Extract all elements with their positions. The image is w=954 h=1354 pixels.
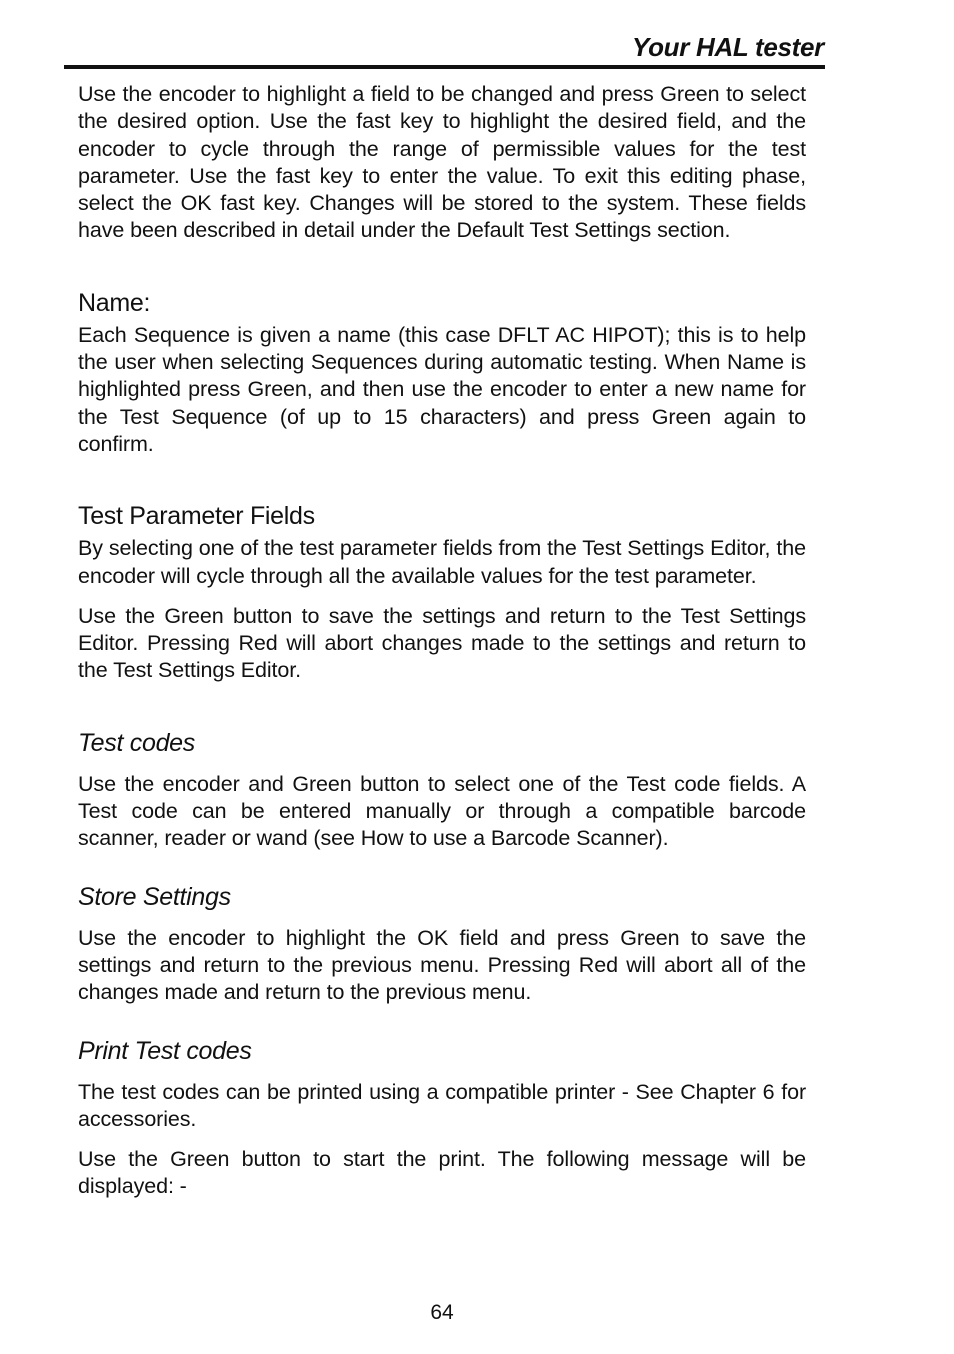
test-parameter-fields-paragraph-2: Use the Green button to save the settings and return to the Test Settings Editor. Pressing Red will abort changes made to the settings and return to the Test Settings Editor.: [78, 603, 806, 683]
print-test-codes-paragraph-2: Use the Green button to start the print. The following message will be displayed: -: [78, 1147, 806, 1199]
name-heading: Name:: [78, 288, 151, 317]
name-paragraph: Each Sequence is given a name (this case DFLT AC HIPOT); this is to help the user when selecting Sequences during automatic testing. When Name is highlighted press Green, and then use the encoder to enter a new name for the Test Sequence (of up to 15 characters) and press Green again to confirm.: [78, 322, 806, 456]
store-settings-paragraph: Use the encoder to highlight the OK field and press Green to save the settings and return to the previous menu. Pressing Red will abort all of the changes made and return to the previous menu.: [78, 925, 806, 1005]
intro-paragraph: Use the encoder to highlight a field to be changed and press Green to select the desired option. Use the fast key to highlight the desired field, and the encoder to cycle through the range of permissible values for the test parameter. Use the fast key to enter the value. To exit this editing phase, select the OK fast key. Changes will be stored to the system. These fields have been described in detail under the Default Test Settings section.: [78, 82, 806, 243]
page-body: [78, 81, 806, 1201]
print-test-codes-paragraph-1: The test codes can be printed using a compatible printer - See Chapter 6 for accessories.: [78, 1079, 806, 1131]
running-header-title: Your HAL tester: [632, 32, 824, 62]
test-parameter-fields-heading: Test Parameter Fields: [78, 502, 315, 531]
test-codes-heading: Test codes: [78, 728, 195, 757]
print-test-codes-heading: Print Test codes: [78, 1036, 252, 1065]
test-parameter-fields-paragraph-1: By selecting one of the test parameter fields from the Test Settings Editor, the encoder will cycle through all the available values for the test parameter.: [78, 536, 806, 588]
page-number: 64: [430, 1301, 454, 1324]
store-settings-heading: Store Settings: [78, 882, 231, 911]
test-codes-paragraph: Use the encoder and Green button to select one of the Test code fields. A Test code can be entered manually or through a compatible barcode scanner, reader or wand (see How to use a Barcode Scanner).: [78, 771, 806, 851]
header-divider: [64, 65, 825, 69]
